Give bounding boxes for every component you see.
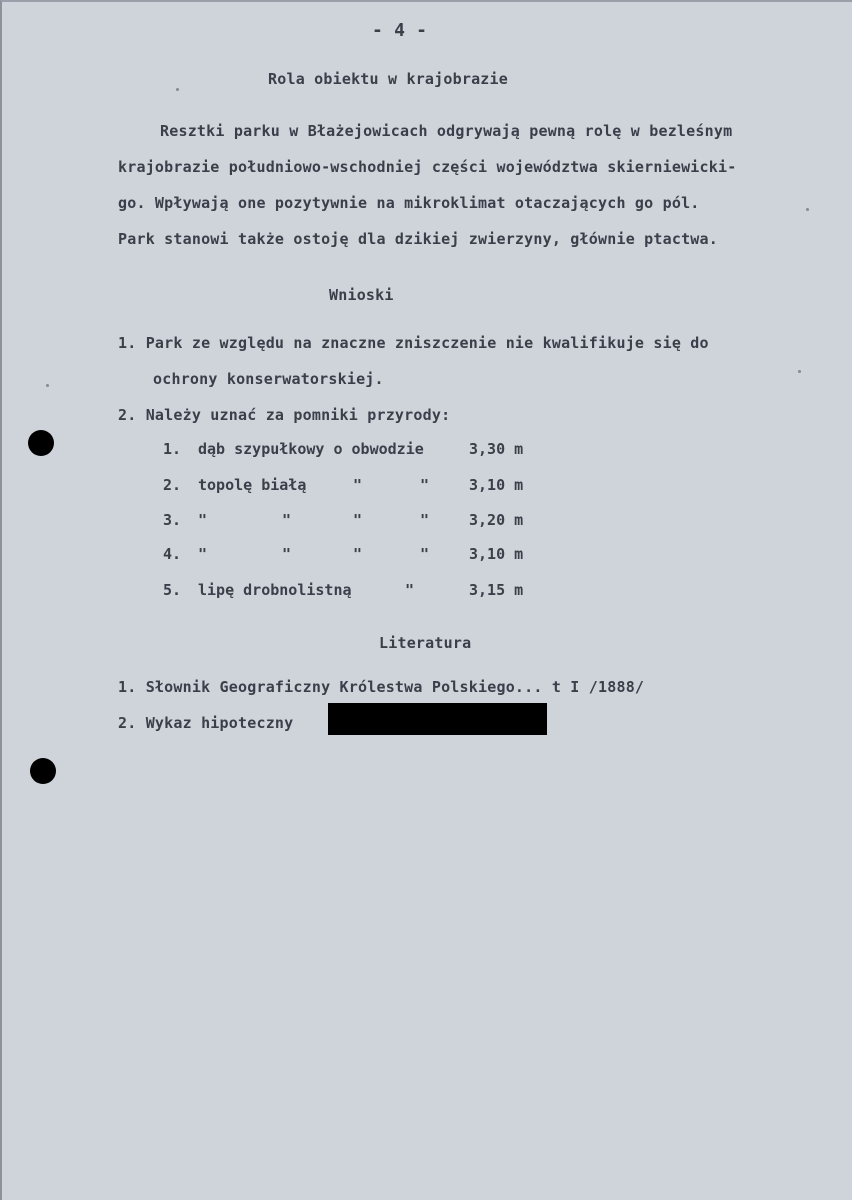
conclusion-item-1-continued: ochrony konserwatorskiej.: [153, 370, 384, 388]
ditto-mark: ": [420, 545, 430, 563]
scan-speck: [176, 88, 179, 91]
section-heading-conclusions: Wnioski: [329, 286, 394, 304]
ditto-mark: ": [198, 511, 208, 529]
ditto-mark: ": [282, 545, 292, 563]
scan-speck: [798, 370, 801, 373]
ditto-mark: ": [198, 545, 208, 563]
page-number: - 4 -: [372, 20, 428, 41]
ditto-mark: ": [353, 476, 363, 494]
tree-number: 5.: [163, 581, 182, 599]
tree-number: 3.: [163, 511, 182, 529]
tree-circumference: 3,20 m: [469, 511, 524, 529]
punch-hole: [28, 430, 54, 456]
scan-speck: [46, 384, 49, 387]
tree-description: lipę drobnolistną: [198, 581, 352, 599]
tree-description: dąb szypułkowy o obwodzie: [198, 440, 424, 458]
paragraph-line: go. Wpływają one pozytywnie na mikroklimat otaczających go pól.: [118, 194, 700, 212]
tree-number: 4.: [163, 545, 182, 563]
tree-circumference: 3,30 m: [469, 440, 524, 458]
ditto-mark: ": [420, 511, 430, 529]
ditto-mark: ": [353, 511, 363, 529]
ditto-mark: ": [282, 511, 292, 529]
tree-number: 1.: [163, 440, 182, 458]
tree-description: topolę białą: [198, 476, 307, 494]
section-heading-role: Rola obiektu w krajobrazie: [268, 70, 508, 88]
ditto-mark: ": [405, 581, 415, 599]
scan-speck: [806, 208, 809, 211]
tree-circumference: 3,15 m: [469, 581, 524, 599]
ditto-mark: ": [420, 476, 430, 494]
section-heading-literature: Literatura: [379, 634, 472, 652]
paragraph-line: Resztki parku w Błażejowicach odgrywają pewną rolę w bezleśnym: [160, 122, 733, 140]
tree-circumference: 3,10 m: [469, 476, 524, 494]
conclusion-item-2: 2. Należy uznać za pomniki przyrody:: [118, 406, 451, 424]
tree-circumference: 3,10 m: [469, 545, 524, 563]
paragraph-line: Park stanowi także ostoję dla dzikiej zwierzyny, głównie ptactwa.: [118, 230, 718, 248]
literature-item: 2. Wykaz hipoteczny: [118, 714, 294, 732]
punch-hole: [30, 758, 56, 784]
literature-item: 1. Słownik Geograficzny Królestwa Polskiego... t I /1888/: [118, 678, 645, 696]
tree-number: 2.: [163, 476, 182, 494]
redaction-bar: [328, 703, 547, 735]
ditto-mark: ": [353, 545, 363, 563]
conclusion-item-1: 1. Park ze względu na znaczne zniszczenie nie kwalifikuje się do: [118, 334, 709, 352]
paragraph-line: krajobrazie południowo-wschodniej części województwa skierniewicki-: [118, 158, 737, 176]
